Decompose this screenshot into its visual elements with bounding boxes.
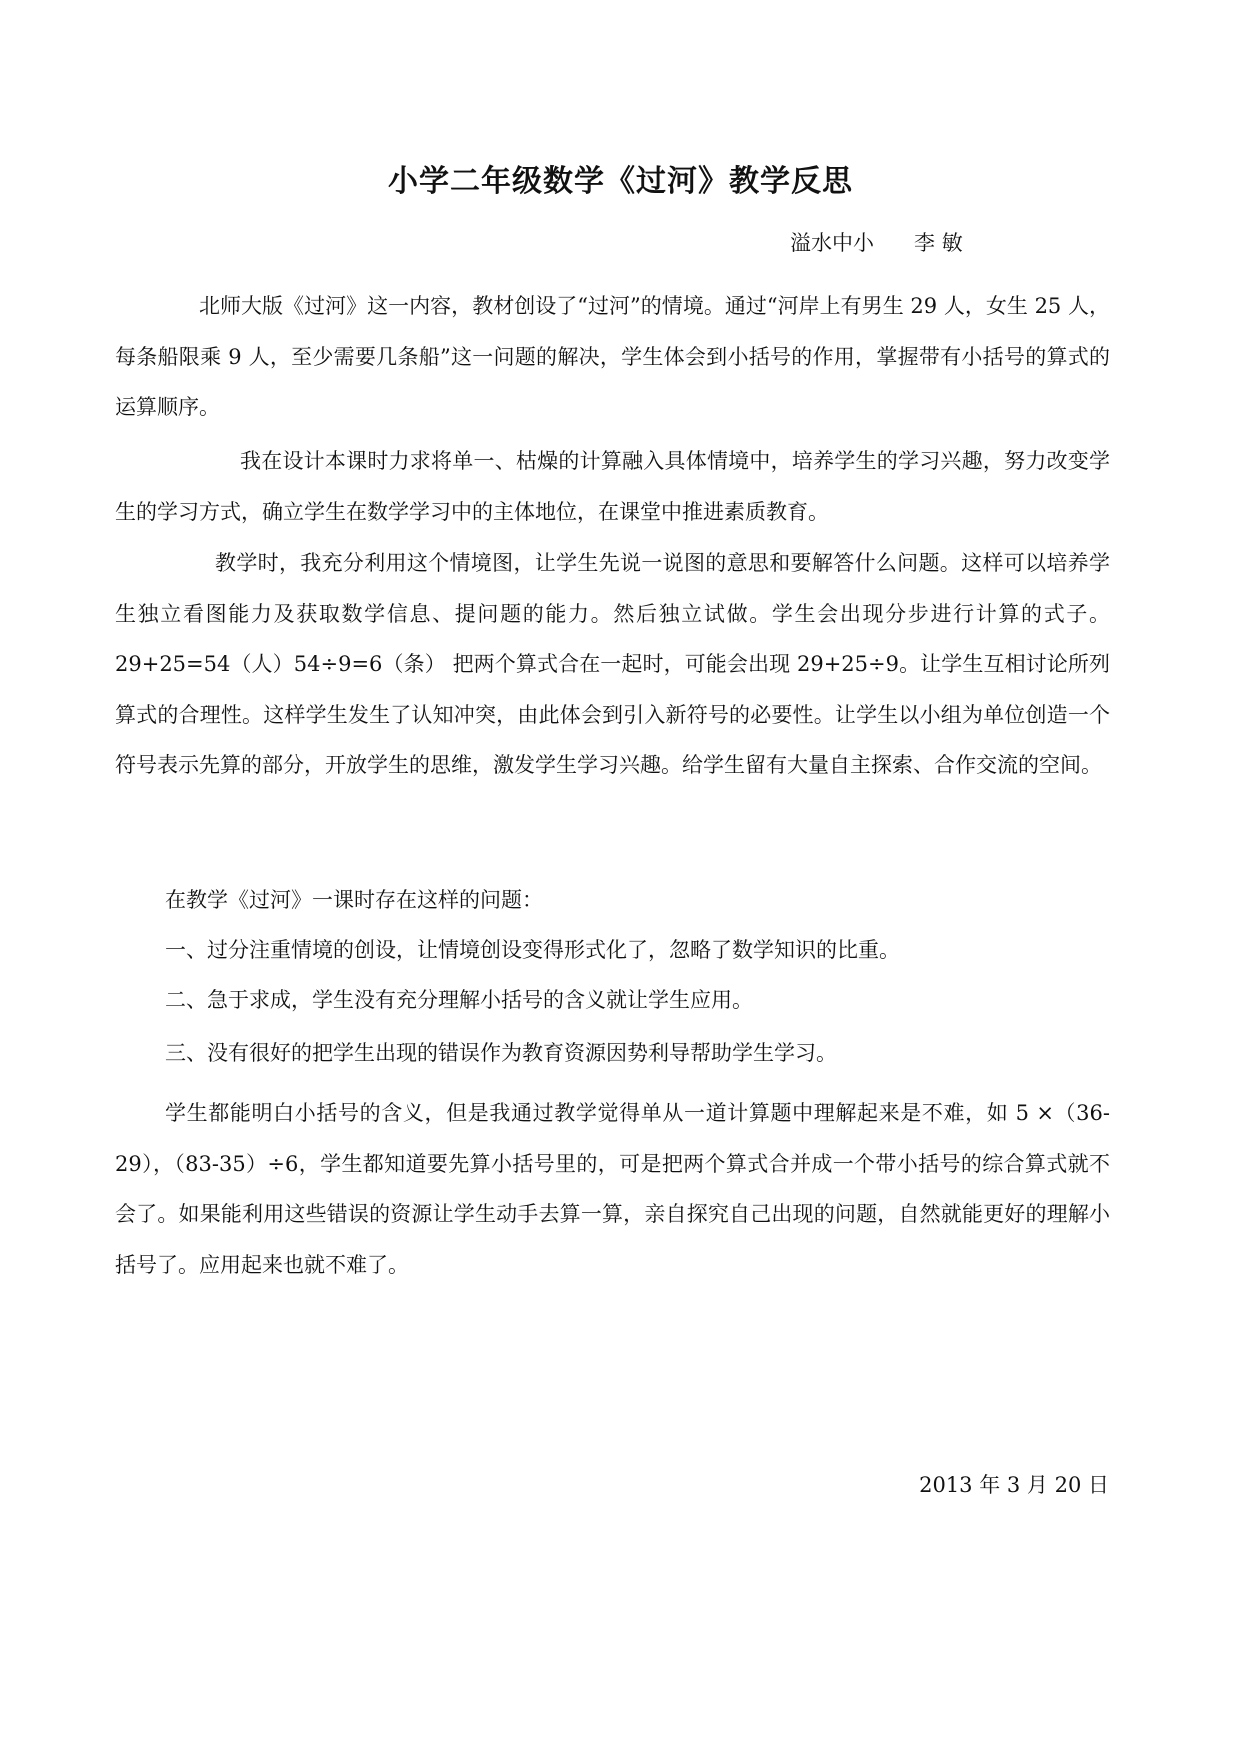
paragraph-design: 我在设计本课时力求将单一、枯燥的计算融入具体情境中，培养学生的学习兴趣，努力改变学生的学习方式，确立学生在数学学习中的主体地位，在课堂中推进素质教育。 xyxy=(115,449,1110,524)
paragraph-conclusion: 学生都能明白小括号的含义，但是我通过教学觉得单从一道计算题中理解起来是不难，如 5 ×（36-29），（83-35）÷6，学生都知道要先算小括号里的，可是把两个算式合并成一个带小括号的综合算式就不会了。如果能利用这些错误的资源让学生动手去算一算，亲自探究自己出现的问题，自然就能更好的理解小括号了。应用起来也就不难了。 xyxy=(115,1101,1110,1277)
paragraph-intro: 北师大版《过河》这一内容，教材创设了“过河”的情境。通过“河岸上有男生 29 人，女生 25 人，每条船限乘 9 人，至少需要几条船”这一问题的解决，学生体会到小括号的作用，掌握带有小括号的算式的运算顺序。 xyxy=(115,294,1110,419)
paragraph-problem-2: 二、急于求成，学生没有充分理解小括号的含义就让学生应用。 xyxy=(165,988,753,1012)
paragraph-teaching: 教学时，我充分利用这个情境图，让学生先说一说图的意思和要解答什么问题。这样可以培养学生独立看图能力及获取数学信息、提问题的能力。然后独立试做。学生会出现分步进行计算的式子。29+25=54（人）54÷9=6（条） 把两个算式合在一起时，可能会出现 29+25÷9。让学生互相讨论所列算式的合理性。这样学生发生了认知冲突，由此体会到引入新符号的必要性。让学生以小组为单位创造一个符号表示先算的部分，开放学生的思维，激发学生学习兴趣。给学生留有大量自主探索、合作交流的空间。 xyxy=(115,551,1110,777)
paragraph-problems-intro: 在教学《过河》一课时存在这样的问题： xyxy=(165,888,543,912)
document-title: 小学二年级数学《过河》教学反思 xyxy=(388,164,853,199)
author-line: 溢水中小 李 敏 xyxy=(790,231,963,255)
paragraph-problem-3: 三、没有很好的把学生出现的错误作为教育资源因势利导帮助学生学习。 xyxy=(165,1041,837,1065)
document-date: 2013 年 3 月 20 日 xyxy=(919,1473,1109,1497)
paragraph-problem-1: 一、过分注重情境的创设，让情境创设变得形式化了，忽略了数学知识的比重。 xyxy=(165,938,900,962)
